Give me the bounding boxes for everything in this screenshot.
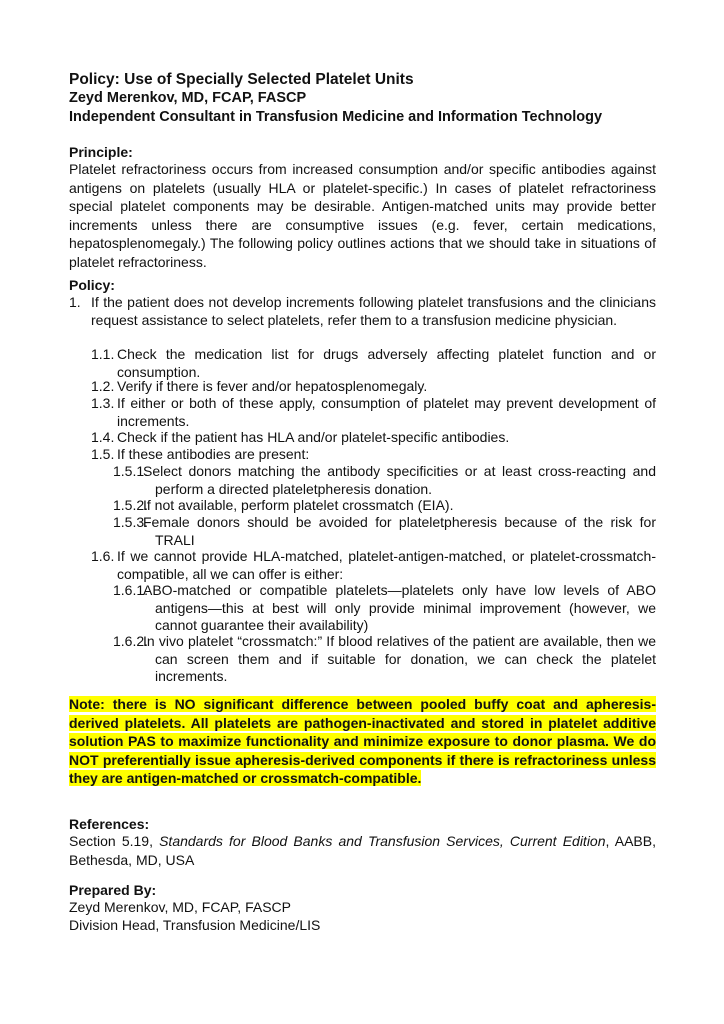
reference-entry (69, 832, 656, 869)
item-number: 1.5. (91, 446, 115, 462)
policy-item-1-6 (91, 548, 656, 583)
policy-item-1-3 (91, 395, 656, 430)
policy-item-1-2 (91, 378, 656, 396)
prepared-by-heading: Prepared By: (69, 882, 157, 898)
highlighted-note (69, 695, 656, 788)
policy-item-1-6-1 (113, 582, 656, 635)
principle-heading: Principle: (69, 144, 133, 160)
item-text: If these antibodies are present: (117, 446, 310, 462)
policy-item-1-5-2 (113, 497, 656, 515)
item-number: 1.2. (91, 378, 115, 394)
references-heading: References: (69, 816, 150, 832)
item-text: Select donors matching the antibody specificities or at least cross-reacting and perform a directed plateletpheresis donation. (143, 463, 656, 497)
item-text: If either or both of these apply, consumption of platelet may prevent development of increments. (117, 395, 656, 429)
item-number: 1.5.1. (113, 463, 149, 479)
item-text: If not available, perform platelet crossmatch (EIA). (143, 497, 454, 513)
item-number: 1.4. (91, 429, 115, 445)
item-number: 1.1. (91, 346, 115, 362)
note-text: Note: there is NO significant difference between pooled buffy coat and apheresis-derived platelets. All platelets are pathogen-inactivated and stored in platelet additive solution PAS to maximize functionality and minimize exposure to donor plasma. We do NOT preferentially issue apheresis-derived components if there is refractoriness unless they are antigen-matched or crossmatch-compatible. (69, 696, 656, 786)
reference-title: Standards for Blood Banks and Transfusion Services, Current Edition (159, 833, 606, 849)
affiliation-line: Independent Consultant in Transfusion Medicine and Information Technology (69, 109, 603, 125)
item-text: ABO-matched or compatible platelets—platelets only have low levels of ABO antigens—this at best will only provide minimal improvement (however, we cannot guarantee their availability) (143, 582, 656, 633)
policy-item-1-4 (91, 429, 656, 447)
preparer-name: Zeyd Merenkov, MD, FCAP, FASCP (69, 899, 291, 915)
principle-text: Platelet refractoriness occurs from increased consumption and/or specific antibodies against antigens on platelets (usually HLA or platelet-specific.) In cases of platelet refractoriness special platelet components may be desirable. Antigen-matched units may provide better increments unless there are consumptive issues (e.g. fever, certain medications, hepatosplenomegaly.) The following policy outlines actions that we should take in situations of platelet refractoriness. (69, 161, 656, 270)
item-text: If the patient does not develop increments following platelet transfusions and the clinicians request assistance to select platelets, refer them to a transfusion medicine physician. (91, 294, 656, 328)
item-number: 1.6.2. (113, 633, 149, 649)
policy-item-1-5-3 (113, 514, 656, 549)
item-text: Check the medication list for drugs adversely affecting platelet function and or consumption. (117, 346, 656, 380)
preparer-role: Division Head, Transfusion Medicine/LIS (69, 917, 321, 933)
author-line: Zeyd Merenkov, MD, FCAP, FASCP (69, 90, 307, 106)
item-number: 1.3. (91, 395, 115, 411)
item-number: 1.5.3. (113, 514, 149, 530)
reference-section: Section 5.19, (69, 833, 160, 849)
policy-item-1-6-2 (113, 633, 656, 686)
policy-item-1-5 (91, 446, 656, 464)
item-number: 1.5.2. (113, 497, 149, 513)
policy-item-1-5-1 (113, 463, 656, 498)
item-number: 1. (69, 294, 81, 310)
policy-item-1-1 (91, 346, 656, 381)
item-text: Female donors should be avoided for plateletpheresis because of the risk for TRALI (143, 514, 656, 548)
policy-item-1 (69, 294, 656, 329)
item-number: 1.6. (91, 548, 115, 564)
document-title: Policy: Use of Specially Selected Platelet Units (69, 71, 414, 88)
item-text: Verify if there is fever and/or hepatosplenomegaly. (117, 378, 428, 394)
item-number: 1.6.1. (113, 582, 149, 598)
item-text: In vivo platelet “crossmatch:” If blood relatives of the patient are available, then we can screen them and if suitable for donation, we can check the platelet increments. (143, 633, 656, 684)
reference-publisher: , AABB, Bethesda, MD, USA (69, 833, 656, 868)
policy-heading: Policy: (69, 277, 115, 293)
item-text: If we cannot provide HLA-matched, platelet-antigen-matched, or platelet-crossmatch-compatible, all we can offer is either: (117, 548, 656, 582)
item-text: Check if the patient has HLA and/or platelet-specific antibodies. (117, 429, 510, 445)
